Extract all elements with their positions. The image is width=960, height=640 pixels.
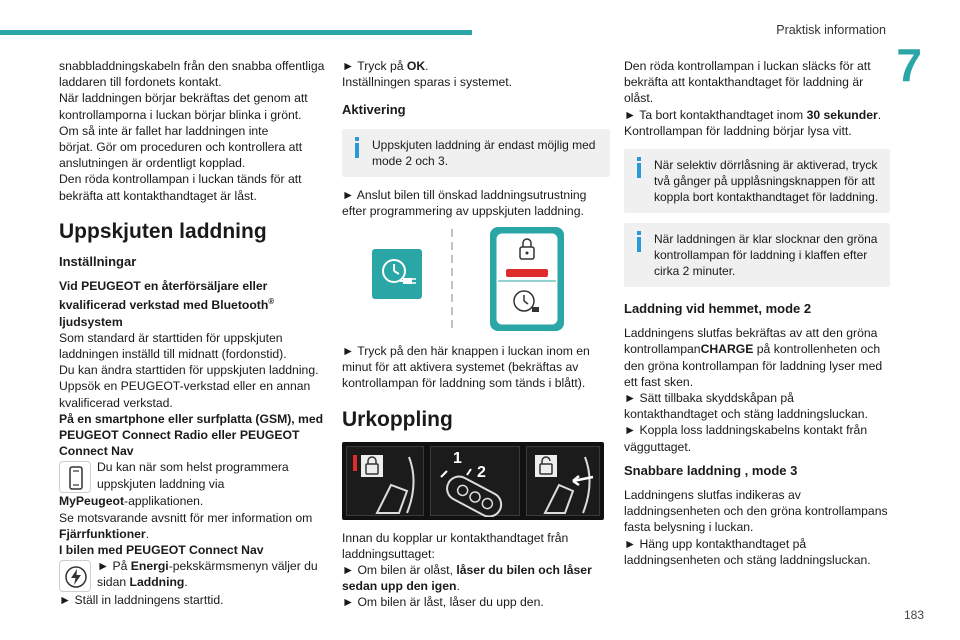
charge-button-figure xyxy=(372,225,612,333)
intro-line: När laddningen börjar bekräftas det genom att xyxy=(59,91,308,106)
column-3 xyxy=(624,58,890,568)
saved-text: Inställningen sparas i systemet. xyxy=(342,75,513,90)
figure-label-2: 2 xyxy=(477,463,486,481)
intro-line: laddaren till fordonets kontakt. xyxy=(59,75,222,90)
fast-step: ► Häng upp kontakthandtaget på laddningsenheten och stäng laddningsluckan. xyxy=(624,536,871,567)
intro-line: börjat. Gör om proceduren och kontrollera att xyxy=(59,140,303,155)
intro-line: Den röda kontrollampan i luckan tänds för att xyxy=(59,172,302,187)
disconnect-figure xyxy=(342,442,604,520)
intro-line: kontrollamporna i luckan börjar blinka i grönt. xyxy=(59,107,302,122)
home-text xyxy=(624,325,890,390)
unlock-step: ► Om bilen är olåst, låser du bilen och låser sedan upp den igen. xyxy=(342,563,592,594)
intro-text: Den röda kontrollampan i luckan släcks för att bekräfta att kontakthandtaget för laddning är olåst. xyxy=(624,59,871,106)
subheading-settings: Inställningar xyxy=(59,253,137,269)
charge-label: CHARGE xyxy=(700,342,754,357)
fast-heading: Snabbare laddning , mode 3 xyxy=(624,462,798,478)
dealer-line: Uppsök en PEUGEOT-verkstad eller en annan xyxy=(59,379,311,394)
info-note-complete xyxy=(624,223,890,287)
fjarr-link: Fjärrfunktioner xyxy=(59,526,146,541)
app-text: Du kan när som helst programmera uppskjuten laddning via xyxy=(97,460,289,491)
unlock-pre: ► Om bilen är olåst, xyxy=(342,563,457,578)
app-name: MyPeugeot xyxy=(59,494,125,509)
home-step-2: ► Koppla loss laddningskabelns kontakt från vägguttaget. xyxy=(624,423,868,454)
home-pre: Laddningens slutfas bekräftas av att den gröna kontrollampan xyxy=(624,326,878,357)
info-icon xyxy=(351,137,363,159)
energy-row xyxy=(59,558,325,592)
connect-step: ► Anslut bilen till önskad laddningsutrustning efter programmering av uppskjuten laddning. xyxy=(342,187,587,218)
intro-line: Om så inte är fallet har laddningen inte xyxy=(59,123,269,138)
smartphone-icon xyxy=(59,461,91,493)
press-step: ► Tryck på den här knappen i luckan inom en minut för att aktivera systemet (bekräftas av kontrollampan för laddning som tänds i blått). xyxy=(342,344,590,391)
fjarr-text: Se motsvarande avsnitt för mer information om xyxy=(59,510,313,525)
locked-step: ► Om bilen är låst, låser du upp den. xyxy=(342,595,544,610)
activation-heading: Aktivering xyxy=(342,102,406,118)
figure-panel-middle xyxy=(430,446,520,516)
dealer-heading-text: Vid PEUGEOT en återförsäljare eller kvalificerad verkstad med Bluetooth xyxy=(59,279,269,313)
fast-text: Laddningens slutfas indikeras av laddningsenheten och den gröna kontrollampans fasta belysning i luckan. xyxy=(624,488,888,535)
remove-post: Kontrollampan för laddning börjar lysa vitt. xyxy=(624,123,852,138)
info-note-mode xyxy=(342,129,610,177)
section-heading-disconnect: Urkoppling xyxy=(342,407,453,431)
dealer-heading-text-2: ljudsystem xyxy=(59,314,123,329)
nav-heading: I bilen med PEUGEOT Connect Nav xyxy=(59,542,264,557)
note-text: När selektiv dörrlåsning är aktiverad, tryck två gånger på upplåsningsknappen för att koppla bort kontakthandtaget för laddning. xyxy=(654,158,879,205)
ok-step: ► Tryck på OK. xyxy=(342,59,429,73)
fjarr-line: Fjärrfunktioner. xyxy=(59,526,150,541)
info-icon xyxy=(633,231,645,253)
figure-panel-left xyxy=(346,446,424,516)
figure-panel-right xyxy=(526,446,600,516)
dealer-line: kvalificerad verkstad. xyxy=(59,395,173,410)
ok-label: OK xyxy=(406,59,426,73)
smartphone-heading: På en smartphone eller surfplatta (GSM), med PEUGEOT Connect Radio eller PEUGEOT Connect Nav xyxy=(59,411,324,459)
home-heading: Laddning vid hemmet, mode 2 xyxy=(624,301,812,317)
energy-mid: -pekskärmsmenyn väljer du sidan xyxy=(97,559,318,590)
info-note-selective xyxy=(624,149,890,213)
disconnect-text: Innan du kopplar ur kontakthandtaget från laddningsuttaget: xyxy=(342,530,569,561)
intro-line: snabbladdningskabeln från den snabba offentliga xyxy=(59,59,325,73)
home-post: på kontrollenheten och den gröna kontrollampan för laddning lyser med ett fast sken. xyxy=(624,342,883,389)
intro-line: bekräfta att kontakthandtaget är låst. xyxy=(59,188,257,203)
figure-label-1: 1 xyxy=(453,449,462,467)
note-text: När laddningen är klar slocknar den gröna kontrollampan för laddning i klaffen efter cirka 2 minuter. xyxy=(654,232,878,279)
unlock-bold: låser du bilen och låser sedan upp den igen xyxy=(342,563,592,594)
remove-time: 30 sekunder xyxy=(806,107,878,122)
dealer-line: Du kan ändra starttiden för uppskjuten laddning. xyxy=(59,363,319,378)
intro-line: anslutningen är ordentligt kopplad. xyxy=(59,156,246,171)
section-heading-deferred: Uppskjuten laddning xyxy=(59,219,267,243)
dealer-heading xyxy=(59,278,325,330)
remove-step: ► Ta bort kontakthandtaget inom 30 sekunder. xyxy=(624,107,882,122)
app-row xyxy=(59,459,325,493)
home-step-1: ► Sätt tillbaka skyddskåpan på kontakthandtaget och stäng laddningsluckan. xyxy=(624,391,868,422)
energy-text: ► På Energi-pekskärmsmenyn väljer du sidan Laddning. xyxy=(97,559,318,590)
dealer-line: laddningen inställd till midnatt (fordonstid). xyxy=(59,346,287,361)
header-accent-bar xyxy=(0,30,472,35)
page-number: 183 xyxy=(903,608,924,622)
app-suffix: -applikationen. xyxy=(124,494,204,509)
charging-page: Laddning xyxy=(129,575,185,590)
dealer-line: Som standard är starttiden för uppskjuten xyxy=(59,330,283,345)
column-1 xyxy=(59,58,325,608)
energy-bolt-icon xyxy=(59,560,91,592)
header-title: Praktisk information xyxy=(776,23,886,37)
app-name-line xyxy=(59,493,325,509)
energy-pre: ► På xyxy=(97,559,131,574)
start-time-step: ► Ställ in laddningens starttid. xyxy=(59,593,224,608)
registered-mark: ® xyxy=(268,297,275,307)
remove-pre: ► Ta bort kontakthandtaget inom xyxy=(624,107,807,122)
energy-menu: Energi xyxy=(130,559,169,574)
chapter-number: 7 xyxy=(896,39,922,91)
info-icon xyxy=(633,157,645,179)
column-2 xyxy=(342,58,610,611)
ok-pre: ► Tryck på xyxy=(342,59,407,73)
note-text: Uppskjuten laddning är endast möjlig med mode 2 och 3. xyxy=(372,137,596,168)
